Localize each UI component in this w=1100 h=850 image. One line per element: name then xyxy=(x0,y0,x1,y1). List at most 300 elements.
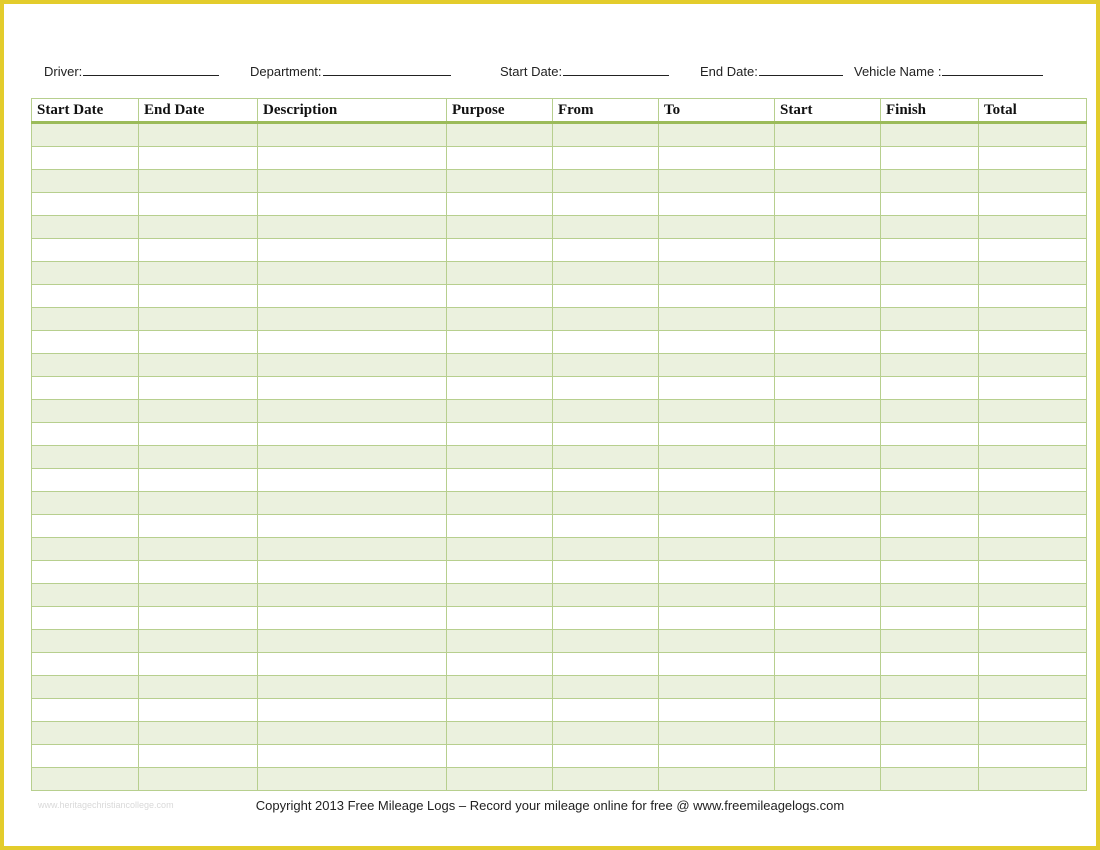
table-row xyxy=(32,193,1087,216)
table-cell[interactable] xyxy=(139,147,258,170)
start-date-blank[interactable] xyxy=(563,63,669,76)
table-cell[interactable] xyxy=(553,492,659,515)
table-cell[interactable] xyxy=(775,469,881,492)
table-cell[interactable] xyxy=(258,308,447,331)
table-cell[interactable] xyxy=(979,193,1087,216)
table-row xyxy=(32,699,1087,722)
table-cell[interactable] xyxy=(139,239,258,262)
table-cell[interactable] xyxy=(881,630,979,653)
table-row xyxy=(32,584,1087,607)
table-cell[interactable] xyxy=(979,607,1087,630)
table-cell[interactable] xyxy=(979,538,1087,561)
table-cell[interactable] xyxy=(553,607,659,630)
table-cell[interactable] xyxy=(447,561,553,584)
table-cell[interactable] xyxy=(659,354,775,377)
table-cell[interactable] xyxy=(775,423,881,446)
table-cell[interactable] xyxy=(659,515,775,538)
table-cell[interactable] xyxy=(139,676,258,699)
table-cell[interactable] xyxy=(32,377,139,400)
table-cell[interactable] xyxy=(139,170,258,193)
table-cell[interactable] xyxy=(447,584,553,607)
table-cell[interactable] xyxy=(659,699,775,722)
table-cell[interactable] xyxy=(447,630,553,653)
table-cell[interactable] xyxy=(258,262,447,285)
table-cell[interactable] xyxy=(775,630,881,653)
table-cell[interactable] xyxy=(881,538,979,561)
driver-blank[interactable] xyxy=(83,63,219,76)
table-cell[interactable] xyxy=(32,262,139,285)
table-cell[interactable] xyxy=(553,630,659,653)
table-cell[interactable] xyxy=(659,423,775,446)
table-cell[interactable] xyxy=(659,561,775,584)
table-cell[interactable] xyxy=(881,745,979,768)
table-cell[interactable] xyxy=(447,538,553,561)
table-cell[interactable] xyxy=(32,630,139,653)
col-header-start-date: Start Date xyxy=(32,99,139,123)
table-cell[interactable] xyxy=(447,216,553,239)
table-cell[interactable] xyxy=(32,768,139,791)
table-cell[interactable] xyxy=(32,722,139,745)
table-cell[interactable] xyxy=(32,216,139,239)
table-cell[interactable] xyxy=(32,515,139,538)
col-header-from: From xyxy=(553,99,659,123)
table-cell[interactable] xyxy=(553,515,659,538)
table-cell[interactable] xyxy=(659,216,775,239)
table-cell[interactable] xyxy=(447,354,553,377)
table-cell[interactable] xyxy=(139,469,258,492)
table-cell[interactable] xyxy=(447,285,553,308)
table-cell[interactable] xyxy=(775,239,881,262)
col-header-end-date: End Date xyxy=(139,99,258,123)
table-cell[interactable] xyxy=(659,400,775,423)
table-row xyxy=(32,354,1087,377)
table-cell[interactable] xyxy=(258,193,447,216)
table-cell[interactable] xyxy=(881,561,979,584)
table-cell[interactable] xyxy=(32,331,139,354)
table-cell[interactable] xyxy=(775,561,881,584)
table-cell[interactable] xyxy=(32,285,139,308)
table-cell[interactable] xyxy=(881,492,979,515)
table-cell[interactable] xyxy=(553,377,659,400)
table-cell[interactable] xyxy=(881,262,979,285)
start-date-field[interactable] xyxy=(500,63,669,79)
table-cell[interactable] xyxy=(258,630,447,653)
table-cell[interactable] xyxy=(139,216,258,239)
driver-label: Driver: xyxy=(44,64,83,79)
table-cell[interactable] xyxy=(979,123,1087,147)
table-cell[interactable] xyxy=(659,446,775,469)
table-cell[interactable] xyxy=(139,331,258,354)
table-cell[interactable] xyxy=(979,239,1087,262)
table-cell[interactable] xyxy=(659,331,775,354)
table-cell[interactable] xyxy=(979,216,1087,239)
table-cell[interactable] xyxy=(447,768,553,791)
table-cell[interactable] xyxy=(447,446,553,469)
table-cell[interactable] xyxy=(881,331,979,354)
table-cell[interactable] xyxy=(447,676,553,699)
table-cell[interactable] xyxy=(32,469,139,492)
table-cell[interactable] xyxy=(32,193,139,216)
table-cell[interactable] xyxy=(139,400,258,423)
table-cell[interactable] xyxy=(32,354,139,377)
department-label: Department: xyxy=(250,64,322,79)
table-cell[interactable] xyxy=(659,584,775,607)
table-cell[interactable] xyxy=(139,561,258,584)
table-cell[interactable] xyxy=(553,446,659,469)
table-cell[interactable] xyxy=(659,768,775,791)
table-cell[interactable] xyxy=(775,515,881,538)
table-cell[interactable] xyxy=(32,584,139,607)
table-cell[interactable] xyxy=(659,377,775,400)
table-cell[interactable] xyxy=(32,239,139,262)
table-cell[interactable] xyxy=(881,607,979,630)
table-cell[interactable] xyxy=(553,262,659,285)
table-cell[interactable] xyxy=(32,653,139,676)
table-cell[interactable] xyxy=(659,285,775,308)
table-cell[interactable] xyxy=(553,676,659,699)
table-cell[interactable] xyxy=(979,400,1087,423)
table-cell[interactable] xyxy=(447,239,553,262)
table-cell[interactable] xyxy=(258,653,447,676)
table-cell[interactable] xyxy=(139,423,258,446)
table-cell[interactable] xyxy=(881,123,979,147)
table-cell[interactable] xyxy=(775,170,881,193)
table-cell[interactable] xyxy=(258,745,447,768)
table-cell[interactable] xyxy=(659,193,775,216)
table-cell[interactable] xyxy=(979,653,1087,676)
table-cell[interactable] xyxy=(258,561,447,584)
table-cell[interactable] xyxy=(258,377,447,400)
vehicle-name-field[interactable] xyxy=(854,63,1043,79)
table-row xyxy=(32,400,1087,423)
table-cell[interactable] xyxy=(258,423,447,446)
table-cell[interactable] xyxy=(553,469,659,492)
table-cell[interactable] xyxy=(881,354,979,377)
table-cell[interactable] xyxy=(553,308,659,331)
table-cell[interactable] xyxy=(139,492,258,515)
table-cell[interactable] xyxy=(775,745,881,768)
table-cell[interactable] xyxy=(775,400,881,423)
table-cell[interactable] xyxy=(258,285,447,308)
table-row xyxy=(32,262,1087,285)
table-cell[interactable] xyxy=(881,676,979,699)
table-cell[interactable] xyxy=(775,354,881,377)
table-cell[interactable] xyxy=(447,331,553,354)
table-cell[interactable] xyxy=(258,354,447,377)
table-cell[interactable] xyxy=(258,699,447,722)
table-cell[interactable] xyxy=(139,699,258,722)
table-cell[interactable] xyxy=(881,377,979,400)
table-cell[interactable] xyxy=(139,193,258,216)
table-cell[interactable] xyxy=(447,722,553,745)
table-cell[interactable] xyxy=(659,469,775,492)
table-cell[interactable] xyxy=(32,561,139,584)
table-cell[interactable] xyxy=(553,653,659,676)
table-cell[interactable] xyxy=(139,446,258,469)
col-header-finish: Finish xyxy=(881,99,979,123)
table-cell[interactable] xyxy=(139,653,258,676)
table-cell[interactable] xyxy=(979,170,1087,193)
table-cell[interactable] xyxy=(979,630,1087,653)
table-cell[interactable] xyxy=(775,584,881,607)
vehicle-name-blank[interactable] xyxy=(942,63,1043,76)
table-cell[interactable] xyxy=(659,538,775,561)
table-cell[interactable] xyxy=(979,745,1087,768)
table-row xyxy=(32,607,1087,630)
table-cell[interactable] xyxy=(553,745,659,768)
table-cell[interactable] xyxy=(881,446,979,469)
table-cell[interactable] xyxy=(979,561,1087,584)
table-cell[interactable] xyxy=(881,584,979,607)
table-cell[interactable] xyxy=(447,170,553,193)
table-cell[interactable] xyxy=(32,147,139,170)
table-cell[interactable] xyxy=(775,123,881,147)
table-cell[interactable] xyxy=(553,354,659,377)
table-cell[interactable] xyxy=(258,515,447,538)
table-cell[interactable] xyxy=(553,768,659,791)
table-cell[interactable] xyxy=(979,515,1087,538)
table-cell[interactable] xyxy=(258,400,447,423)
table-cell[interactable] xyxy=(553,331,659,354)
table-cell[interactable] xyxy=(659,308,775,331)
table-cell[interactable] xyxy=(553,722,659,745)
table-cell[interactable] xyxy=(139,308,258,331)
table-cell[interactable] xyxy=(32,699,139,722)
table-cell[interactable] xyxy=(139,377,258,400)
table-cell[interactable] xyxy=(447,745,553,768)
table-cell[interactable] xyxy=(258,239,447,262)
table-cell[interactable] xyxy=(775,262,881,285)
table-cell[interactable] xyxy=(881,239,979,262)
table-row xyxy=(32,676,1087,699)
table-cell[interactable] xyxy=(881,216,979,239)
table-cell[interactable] xyxy=(447,147,553,170)
table-cell[interactable] xyxy=(139,607,258,630)
table-cell[interactable] xyxy=(775,308,881,331)
table-cell[interactable] xyxy=(553,193,659,216)
table-cell[interactable] xyxy=(32,123,139,147)
table-cell[interactable] xyxy=(553,216,659,239)
table-cell[interactable] xyxy=(32,170,139,193)
table-cell[interactable] xyxy=(979,768,1087,791)
table-cell[interactable] xyxy=(979,147,1087,170)
table-cell[interactable] xyxy=(881,515,979,538)
table-cell[interactable] xyxy=(775,331,881,354)
table-cell[interactable] xyxy=(775,653,881,676)
driver-field[interactable] xyxy=(44,63,219,79)
end-date-blank[interactable] xyxy=(759,63,843,76)
table-cell[interactable] xyxy=(139,285,258,308)
table-cell[interactable] xyxy=(258,123,447,147)
table-cell[interactable] xyxy=(553,699,659,722)
table-cell[interactable] xyxy=(775,193,881,216)
table-cell[interactable] xyxy=(979,308,1087,331)
col-header-to: To xyxy=(659,99,775,123)
table-cell[interactable] xyxy=(447,308,553,331)
table-cell[interactable] xyxy=(32,308,139,331)
table-cell[interactable] xyxy=(32,446,139,469)
table-header-row xyxy=(32,99,1087,123)
table-cell[interactable] xyxy=(139,630,258,653)
table-cell[interactable] xyxy=(881,147,979,170)
table-row xyxy=(32,515,1087,538)
table-cell[interactable] xyxy=(32,492,139,515)
table-cell[interactable] xyxy=(447,400,553,423)
table-cell[interactable] xyxy=(979,722,1087,745)
table-cell[interactable] xyxy=(881,400,979,423)
table-cell[interactable] xyxy=(881,653,979,676)
table-cell[interactable] xyxy=(258,170,447,193)
table-cell[interactable] xyxy=(258,469,447,492)
table-cell[interactable] xyxy=(258,676,447,699)
table-row xyxy=(32,446,1087,469)
table-cell[interactable] xyxy=(659,653,775,676)
table-cell[interactable] xyxy=(447,469,553,492)
table-cell[interactable] xyxy=(258,584,447,607)
table-cell[interactable] xyxy=(659,262,775,285)
table-row xyxy=(32,492,1087,515)
table-cell[interactable] xyxy=(139,538,258,561)
table-cell[interactable] xyxy=(447,123,553,147)
table-cell[interactable] xyxy=(32,423,139,446)
table-cell[interactable] xyxy=(659,676,775,699)
table-cell[interactable] xyxy=(553,561,659,584)
table-cell[interactable] xyxy=(881,423,979,446)
table-cell[interactable] xyxy=(447,492,553,515)
department-field[interactable] xyxy=(250,63,451,79)
table-cell[interactable] xyxy=(881,285,979,308)
table-cell[interactable] xyxy=(139,262,258,285)
table-cell[interactable] xyxy=(775,216,881,239)
table-cell[interactable] xyxy=(139,584,258,607)
table-cell[interactable] xyxy=(447,515,553,538)
table-cell[interactable] xyxy=(553,147,659,170)
table-cell[interactable] xyxy=(881,193,979,216)
table-cell[interactable] xyxy=(447,699,553,722)
table-cell[interactable] xyxy=(775,768,881,791)
log-header xyxy=(0,63,1100,83)
table-cell[interactable] xyxy=(447,653,553,676)
table-cell[interactable] xyxy=(258,216,447,239)
table-cell[interactable] xyxy=(139,768,258,791)
table-cell[interactable] xyxy=(979,469,1087,492)
table-cell[interactable] xyxy=(775,607,881,630)
table-cell[interactable] xyxy=(447,193,553,216)
table-cell[interactable] xyxy=(659,170,775,193)
table-cell[interactable] xyxy=(553,239,659,262)
table-cell[interactable] xyxy=(553,170,659,193)
table-cell[interactable] xyxy=(881,699,979,722)
col-header-description: Description xyxy=(258,99,447,123)
table-cell[interactable] xyxy=(139,722,258,745)
table-cell[interactable] xyxy=(979,492,1087,515)
table-cell[interactable] xyxy=(447,607,553,630)
table-cell[interactable] xyxy=(881,469,979,492)
table-cell[interactable] xyxy=(881,170,979,193)
table-cell[interactable] xyxy=(881,308,979,331)
col-header-start: Start xyxy=(775,99,881,123)
table-cell[interactable] xyxy=(139,123,258,147)
table-cell[interactable] xyxy=(32,538,139,561)
table-cell[interactable] xyxy=(258,768,447,791)
table-cell[interactable] xyxy=(659,239,775,262)
table-cell[interactable] xyxy=(979,676,1087,699)
table-cell[interactable] xyxy=(258,492,447,515)
table-cell[interactable] xyxy=(659,147,775,170)
table-cell[interactable] xyxy=(659,123,775,147)
table-cell[interactable] xyxy=(258,446,447,469)
table-cell[interactable] xyxy=(979,584,1087,607)
department-blank[interactable] xyxy=(323,63,451,76)
table-cell[interactable] xyxy=(553,423,659,446)
table-cell[interactable] xyxy=(659,630,775,653)
table-cell[interactable] xyxy=(979,262,1087,285)
table-cell[interactable] xyxy=(553,123,659,147)
table-cell[interactable] xyxy=(139,515,258,538)
table-cell[interactable] xyxy=(979,446,1087,469)
table-cell[interactable] xyxy=(881,722,979,745)
table-cell[interactable] xyxy=(775,377,881,400)
table-cell[interactable] xyxy=(775,676,881,699)
table-row xyxy=(32,469,1087,492)
table-cell[interactable] xyxy=(979,331,1087,354)
table-cell[interactable] xyxy=(447,377,553,400)
table-cell[interactable] xyxy=(258,331,447,354)
table-cell[interactable] xyxy=(659,745,775,768)
table-cell[interactable] xyxy=(979,285,1087,308)
table-cell[interactable] xyxy=(775,538,881,561)
table-cell[interactable] xyxy=(979,423,1087,446)
table-cell[interactable] xyxy=(775,492,881,515)
table-cell[interactable] xyxy=(258,607,447,630)
table-cell[interactable] xyxy=(775,285,881,308)
table-cell[interactable] xyxy=(553,285,659,308)
table-cell[interactable] xyxy=(659,722,775,745)
table-row xyxy=(32,285,1087,308)
table-cell[interactable] xyxy=(258,722,447,745)
table-cell[interactable] xyxy=(659,492,775,515)
table-cell[interactable] xyxy=(32,607,139,630)
table-cell[interactable] xyxy=(881,768,979,791)
table-row xyxy=(32,239,1087,262)
end-date-field[interactable] xyxy=(700,63,843,79)
table-cell[interactable] xyxy=(659,607,775,630)
table-cell[interactable] xyxy=(32,745,139,768)
table-cell[interactable] xyxy=(553,584,659,607)
table-cell[interactable] xyxy=(139,354,258,377)
table-cell[interactable] xyxy=(258,538,447,561)
table-cell[interactable] xyxy=(447,423,553,446)
watermark: www.heritagechristiancollege.com xyxy=(38,800,174,810)
table-cell[interactable] xyxy=(32,400,139,423)
table-cell[interactable] xyxy=(775,446,881,469)
table-cell[interactable] xyxy=(139,745,258,768)
table-cell[interactable] xyxy=(258,147,447,170)
table-cell[interactable] xyxy=(775,147,881,170)
table-cell[interactable] xyxy=(775,699,881,722)
footer-copyright: Copyright 2013 Free Mileage Logs – Record your mileage online for free @ www.freemileagelogs.com xyxy=(255,798,845,813)
table-cell[interactable] xyxy=(447,262,553,285)
table-cell[interactable] xyxy=(32,676,139,699)
table-cell[interactable] xyxy=(553,538,659,561)
table-cell[interactable] xyxy=(979,377,1087,400)
table-body xyxy=(32,123,1087,791)
table-cell[interactable] xyxy=(553,400,659,423)
table-cell[interactable] xyxy=(775,722,881,745)
table-row xyxy=(32,147,1087,170)
table-cell[interactable] xyxy=(979,699,1087,722)
table-cell[interactable] xyxy=(979,354,1087,377)
